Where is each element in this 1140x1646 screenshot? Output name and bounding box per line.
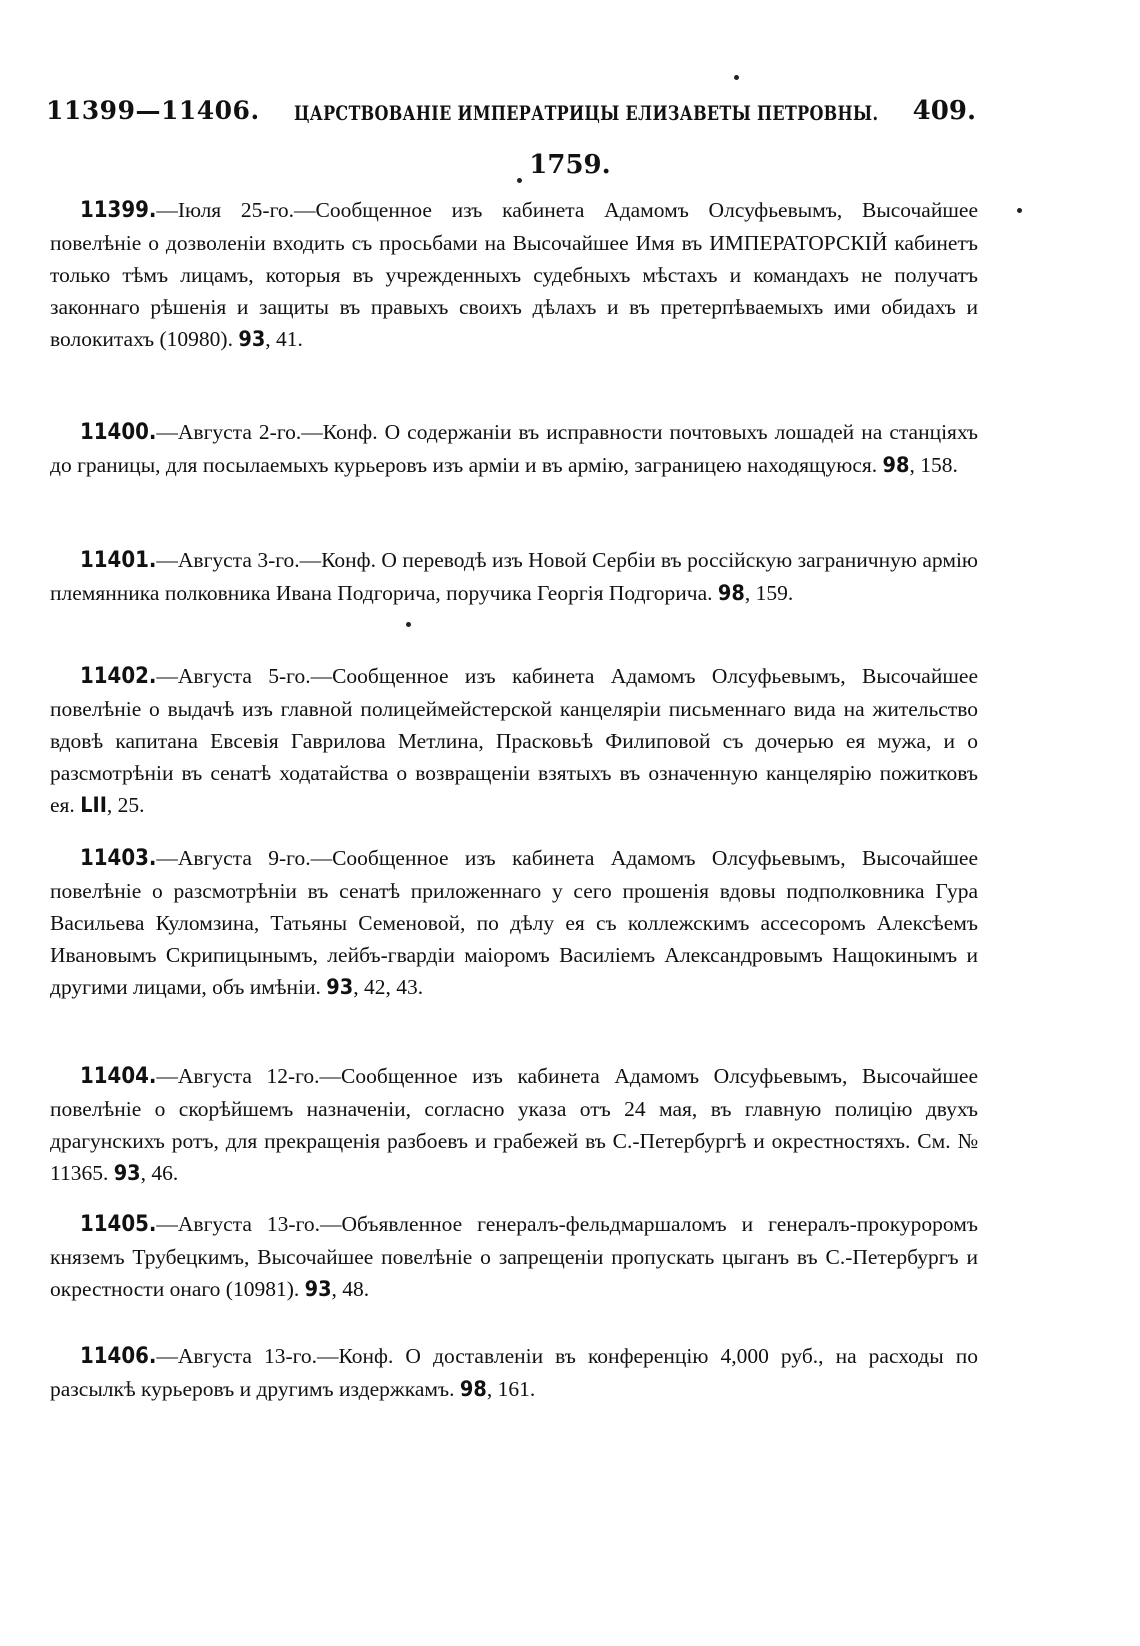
source-volume: 93: [113, 1161, 141, 1186]
source-page: , 161.: [486, 1377, 536, 1401]
source-volume: 98: [882, 453, 910, 478]
page-number: 409.: [912, 96, 976, 126]
entry-text: —Августа 12-го.—Сообщенное изъ кабинета Адамомъ Олсуфьевымъ, Высочайшее повелѣніе о скорѣйшемъ назначеніи, согласно указа отъ 24 мая, въ главную полицію двухъ драгунскихъ ротъ, для прекращенія разбоевъ и грабежей въ С.-Петербургѣ и окрестностяхъ. См. № 11365.: [50, 1064, 978, 1185]
entry: [50, 842, 978, 1004]
source-page: , 48.: [331, 1277, 370, 1301]
margin-mark: [406, 622, 411, 627]
source-volume: 98: [459, 1377, 487, 1402]
entry-number: 11401.: [80, 548, 157, 573]
entry-text: —Августа 2-го.—Конф. О содержаніи въ исправности почтовыхъ лошадей на станціяхъ до границы, для посылаемыхъ курьеровъ изъ арміи и въ армію, заграницею находящуюся.: [50, 420, 978, 477]
entry: [50, 1340, 978, 1406]
source-page: , 42, 43.: [353, 975, 424, 999]
source-page: , 158.: [909, 453, 958, 477]
source-volume: 93: [326, 975, 354, 1000]
entry-text: —Августа 9-го.—Сообщенное изъ кабинета Адамомъ Олсуфьевымъ, Высочайшее повелѣніе о разсмотрѣніи въ сенатѣ приложеннаго у сего прошенія вдовы подполковника Гура Васильева Куломзина, Татьяны Семеновой, по дѣлу ея съ коллежскимъ ассесоромъ Алексѣемъ Ивановымъ Скрипицынымъ, лейбъ-гвардіи маіоромъ Василіемъ Александровымъ Нащокинымъ и другими лицами, объ имѣніи.: [50, 846, 978, 999]
entry-number: 11400.: [80, 420, 157, 445]
source-page: , 25.: [106, 793, 145, 817]
page-header: [46, 96, 976, 132]
margin-mark: [517, 178, 522, 183]
entry-text: —Августа 3-го.—Конф. О переводѣ изъ Новой Сербіи въ россійскую заграничную армію племянника полковника Ивана Подгорича, поручика Георгія Подгорича.: [50, 548, 978, 605]
source-volume: 93: [304, 1277, 332, 1302]
entry: [50, 416, 978, 482]
entry: [50, 1208, 978, 1306]
source-page: , 41.: [265, 327, 303, 351]
entry-range: 11399—11406.: [46, 96, 260, 125]
source-volume: 93: [238, 327, 266, 352]
entry-text: —Августа 13-го.—Конф. О доставленіи въ конференцію 4,000 руб., на расходы по разсылкѣ курьеровъ и другимъ издержкамъ.: [50, 1344, 978, 1401]
source-volume: LII: [80, 793, 107, 818]
source-volume: 98: [717, 581, 745, 606]
entry-text: —Іюля 25-го.—Сообщенное изъ кабинета Адамомъ Олсуфьевымъ, Высочайшее повелѣніе о дозволеніи входить съ просьбами на Высочайшее Имя въ ИМПЕРАТОРСКІЙ кабинетъ только тѣмъ лицамъ, которыя въ учрежденныхъ судебныхъ мѣстахъ и командахъ не получатъ законнаго рѣшенія и защиты въ правыхъ своихъ дѣлахъ и въ претерпѣваемыхъ ими обидахъ и волокитахъ (10980).: [50, 198, 978, 351]
source-page: , 159.: [744, 581, 794, 605]
entry-number: 11399.: [80, 198, 157, 223]
source-page: , 46.: [140, 1161, 179, 1185]
margin-mark: [734, 75, 739, 80]
entry: [50, 544, 978, 610]
entry: [50, 194, 978, 356]
running-title: ЦАРСТВОВАНІЕ ИМПЕРАТРИЦЫ ЕЛИЗАВЕТЫ ПЕТРОВНЫ.: [294, 102, 879, 125]
year-heading: 1759.: [529, 150, 611, 180]
entry-number: 11406.: [80, 1344, 157, 1369]
entry-number: 11403.: [80, 846, 157, 871]
margin-mark: [1017, 208, 1022, 213]
entry: [50, 1060, 978, 1190]
entry-number: 11404.: [80, 1064, 157, 1089]
entry-number: 11405.: [80, 1212, 157, 1237]
entry-text: —Августа 13-го.—Объявленное генералъ-фельдмаршаломъ и генералъ-прокуроромъ княземъ Трубецкимъ, Высочайшее повелѣніе о запрещеніи пропускать цыганъ въ С.-Петербургъ и окрестности онаго (10981).: [50, 1212, 978, 1301]
entry-text: —Августа 5-го.—Сообщенное изъ кабинета Адамомъ Олсуфьевымъ, Высочайшее повелѣніе о выдачѣ изъ главной полицеймейстерской канцеляріи письменнаго вида на жительство вдовѣ капитана Евсевія Гаврилова Метлина, Прасковьѣ Филиповой съ дочерью ея мужа, и о разсмотрѣніи въ сенатѣ ходатайства о возвращеніи взятыхъ въ означенную канцелярію пожитковъ ея.: [50, 664, 978, 817]
entry: [50, 660, 978, 822]
entry-number: 11402.: [80, 664, 157, 689]
